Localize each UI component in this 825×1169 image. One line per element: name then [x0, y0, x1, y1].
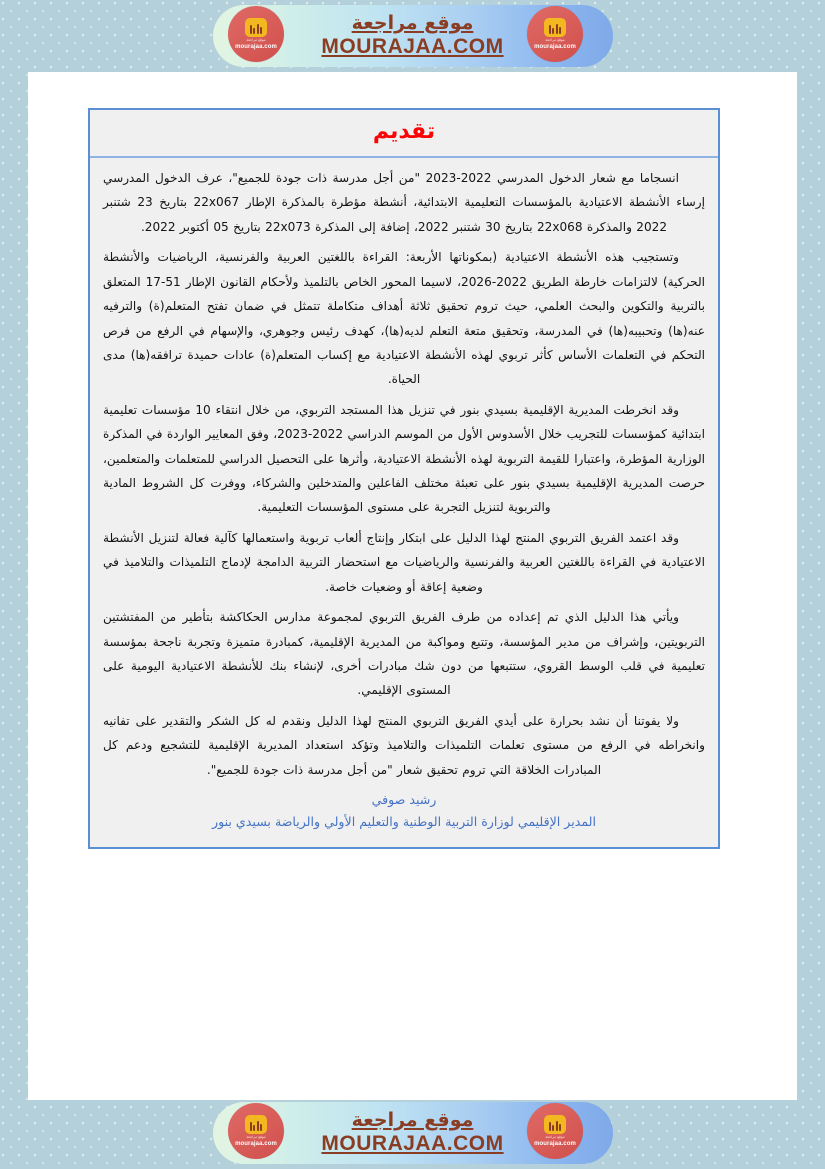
signature-role: المدير الإقليمي لوزارة التربية الوطنية والتعليم الأولي والرياضة بسيدي بنور	[212, 814, 596, 830]
paragraph: انسجاما مع شعار الدخول المدرسي 2022-2023 "من أجل مدرسة ذات جودة للجميع"، عرف الدخول المدرسي إرساء الأنشطة الاعتيادية بالمؤسسات التعليمية الابتدائية، أنشطة مؤطرة بالمذكرة الإطار 22x067 بتاريخ 23 شتنبر 2022 والمذكرة 22x068 بتاريخ 30 شتنبر 2022، إضافة إلى المذكرة 22x073 بتاريخ 05 أكتوبر 2022.	[103, 171, 706, 234]
logo-arabic-caption-top-right: موقع مراجعة	[545, 37, 565, 42]
book-icon	[544, 1115, 566, 1134]
banner-arabic-title-top: موقع مراجعة	[351, 11, 474, 34]
logo-arabic-caption-top-left: موقع مراجعة	[246, 37, 266, 42]
page-title: تقديم	[372, 119, 436, 144]
document-title-cell	[90, 110, 718, 158]
book-icon	[245, 18, 267, 37]
book-icon	[245, 1115, 267, 1134]
logo-english-caption-top-left: mourajaa.com	[235, 44, 277, 51]
logo-arabic-caption-bottom-left: موقع مراجعة	[246, 1134, 266, 1139]
logo-english-caption-bottom-right: mourajaa.com	[534, 1141, 576, 1148]
document-table	[88, 108, 720, 849]
logo-english-caption-bottom-left: mourajaa.com	[235, 1141, 277, 1148]
banner-arabic-title-bottom: موقع مراجعة	[351, 1108, 474, 1131]
logo-english-caption-top-right: mourajaa.com	[534, 44, 576, 51]
paragraph: ويأتي هذا الدليل الذي تم إعداده من طرف الفريق التربوي لمجموعة مدارس الحكاكشة بتأطير من المفتشتين التربويتين، وإشراف من مدير المؤسسة، وتتبع ومواكبة من المديرية الإقليمية، كمبادرة متميزة وتجربة ناجحة بمؤسسة تعليمية في قلب الوسط القروي، ستتبعها من دون شك مبادرات أخرى، لإنشاء بنك للأنشطة الاعتيادية اليومية على المستوى الإقليمي.	[103, 610, 705, 698]
book-icon	[544, 18, 566, 37]
brand-logo-top-left[interactable]	[228, 6, 284, 62]
paragraph: وتستجيب هذه الأنشطة الاعتيادية (بمكوناتها الأربعة: القراءة باللغتين العربية والفرنسية، الرياضيات والأنشطة الحركية) لالتزامات خارطة الطريق 2022-2026، لاسيما المحور الخاص بالتلميذ ولأحكام القانون الإطار 51-17 المتعلق بالتربية والتكوين والبحث العلمي، حيث تروم تحقيق ثلاثة أهداف متكاملة تتمثل في ضمان تفتح المتعلم(ة) والترفيه عنه(ها) وتحبيبه(ها) في المدرسة، وتحقيق متعة التعلم لديه(ها)، كهدف رئيس وجوهري، والإسهام في الرفع من فرص التحكم في التعلمات الأساس كأثر تربوي لهذه الأنشطة الاعتيادية مع إكساب المتعلم(ة) عادات حميدة ترافقه(ها) مدى الحياة.	[103, 250, 705, 387]
paragraph: وقد انخرطت المديرية الإقليمية بسيدي بنور في تنزيل هذا المستجد التربوي، من خلال انتقاء 10 مؤسسات تعليمية ابتدائية كمؤسسات للتجريب خلال الأسدوس الأول من الموسم الدراسي 2022-2023، وفق المعايير الواردة في المذكرة الوزارية المؤطرة، واعتبارا للقيمة التربوية لهذه الأنشطة الاعتيادية، وأثرها على التحصيل الدراسي للمتعلمات والمتعلمين، حرصت المديرية الإقليمية بسيدي بنور على تعبئة مختلف الفاعلين والمتدخلين والشركاء، ووفرت كل الشروط المادية والتربوية لتنزيل التجربة على مستوى المؤسسات التعليمية.	[103, 402, 706, 515]
brand-logo-bottom-right[interactable]	[527, 1103, 583, 1159]
document-body-cell	[90, 158, 718, 847]
logo-arabic-caption-bottom-right: موقع مراجعة	[545, 1134, 565, 1139]
banner-website-url-top[interactable]: MOURAJAA.COM	[321, 35, 504, 59]
banner-website-url-bottom[interactable]: MOURAJAA.COM	[321, 1132, 504, 1156]
brand-logo-bottom-left[interactable]	[228, 1103, 284, 1159]
top-promo-banner	[0, 0, 825, 72]
paragraph: ولا يفوتنا أن نشد بحرارة على أيدي الفريق التربوي المنتج لهذا الدليل ونقدم له كل الشكر والتقدير على تفانيه وانخراطه في الرفع من مستوى تعلمات التلميذات والتلاميذ وتؤكد استعداد المديرية الإقليمية للتشجيع ودعم كل المبادرات الخلاقة التي تروم تحقيق شعار "من أجل مدرسة ذات جودة للجميع".	[103, 713, 705, 777]
paragraph: وقد اعتمد الفريق التربوي المنتج لهذا الدليل على ابتكار وإنتاج ألعاب تربوية واستعمالها كآلية فعالة لتنزيل الأنشطة الاعتيادية في القراءة باللغتين العربية والفرنسية والرياضيات مع استحضار التربية الدامجة لإدماج التلميذات والتلاميذ في وضعية إعاقة أو وضعيات خاصة.	[103, 530, 705, 594]
signature-name: رشيد صوفي	[371, 792, 437, 808]
signature-block	[103, 789, 705, 833]
bottom-promo-banner	[0, 1097, 825, 1169]
brand-logo-top-right[interactable]	[527, 6, 583, 62]
